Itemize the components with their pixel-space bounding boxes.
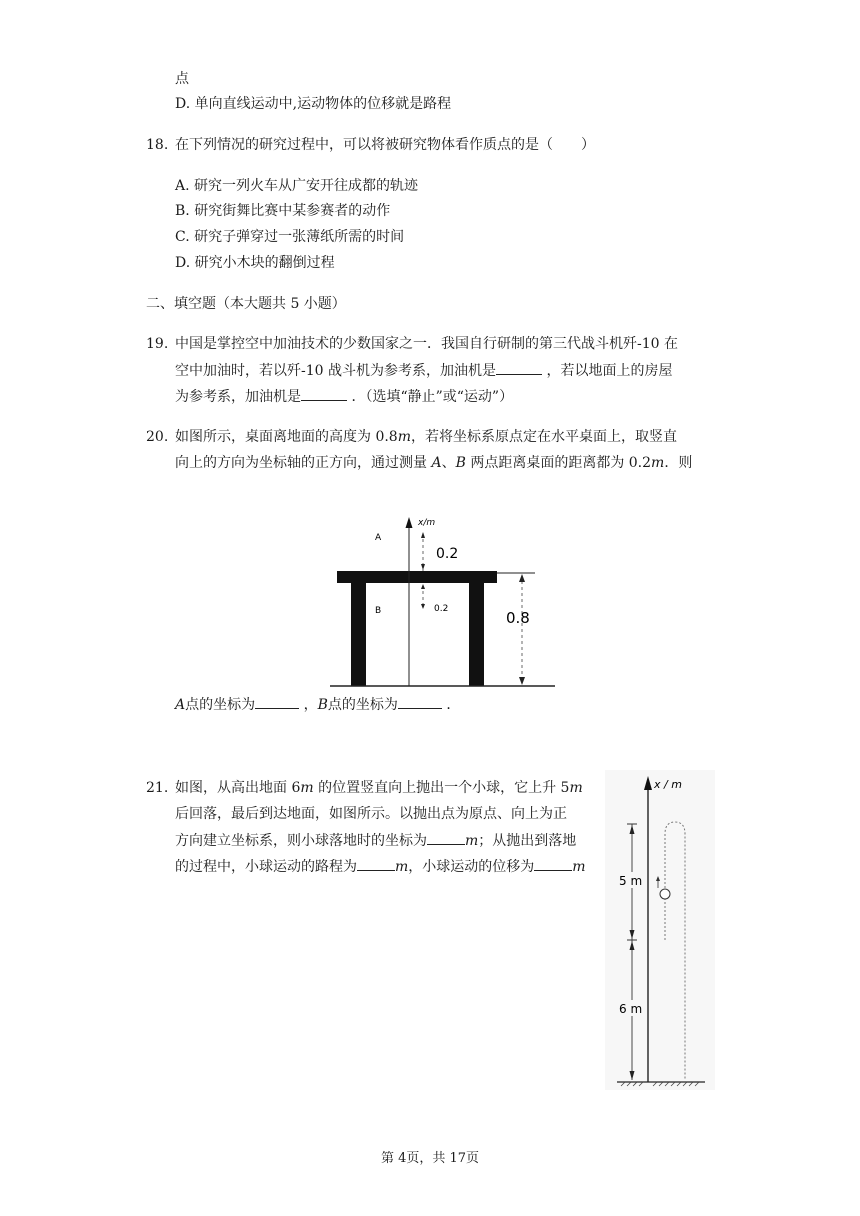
answer-blank[interactable] <box>357 856 395 871</box>
q21-line1-text-b: 的位置竖直向上抛出一个小球，它上升 5 <box>313 780 570 796</box>
arrow-up-icon <box>421 584 425 589</box>
q21-line4-text-b: ，小球运动的位移为 <box>408 859 535 875</box>
q21-line4 <box>175 856 586 877</box>
unit-m: m <box>300 780 314 796</box>
point-b-ref: B <box>317 697 328 713</box>
unit-m: m <box>651 455 665 471</box>
table-leg-right <box>469 583 484 686</box>
figure-background <box>605 770 715 1090</box>
q20-line2 <box>175 453 692 473</box>
arrow-up-icon <box>421 532 425 538</box>
q18-option-d: D. 研究小木块的翻倒过程 <box>175 255 335 271</box>
q19-number: 19. <box>146 336 169 352</box>
point-b-label: B <box>375 606 382 616</box>
page-footer: 第 4页，共 17页 <box>380 1151 480 1166</box>
q18-number: 18. <box>146 137 169 153</box>
q17-option-d: D. 单向直线运动中,运动物体的位移就是路程 <box>175 96 452 112</box>
lower-distance-label: 6 m <box>619 1002 643 1016</box>
arrow-up-icon <box>519 574 525 582</box>
unit-m: m <box>397 429 411 445</box>
axis-label: x/m <box>418 518 436 528</box>
q21-line2: 后回落，最后到达地面，如图所示。以抛出点为原点、向上为正 <box>175 806 567 822</box>
upper-distance-label: 5 m <box>619 874 643 888</box>
q20-line2-text-c: ．则 <box>664 455 693 471</box>
table-diagram <box>330 505 560 695</box>
answer-blank[interactable] <box>534 856 572 871</box>
q18-option-c: C. 研究子弹穿过一张薄纸所需的时间 <box>175 229 405 245</box>
q21-line3-text-b: ；从抛出到落地 <box>478 833 577 849</box>
q20-line1-text: 如图所示，桌面离地面的高度为 0.8 <box>175 429 398 445</box>
q20-line1 <box>175 427 677 447</box>
q21-line1 <box>175 778 583 798</box>
q19-line3-text-b: ．（选填“静止”或“运动”） <box>351 389 514 405</box>
q19-line3-text: 为参考系，加油机是 <box>175 389 301 405</box>
section-heading: 二、填空题（本大题共 5 小题） <box>146 296 346 312</box>
unit-m: m <box>569 780 583 796</box>
q18-option-b: B. 研究街舞比赛中某参赛者的动作 <box>175 203 391 219</box>
q21-line1-text: 如图，从高出地面 6 <box>175 780 301 796</box>
table-leg-left <box>351 583 366 686</box>
q18-stem: 在下列情况的研究过程中，可以将被研究物体看作质点的是（ ） <box>175 137 595 153</box>
q18-option-a: A. 研究一列火车从广安开往成都的轨迹 <box>175 178 419 194</box>
q19-line1: 中国是掌控空中加油技术的少数国家之一．我国自行研制的第三代战斗机歼-10 在 <box>175 336 678 352</box>
unit-m: m <box>465 833 479 849</box>
period: ． <box>446 697 461 713</box>
answer-blank[interactable] <box>301 386 347 401</box>
unit-m: m <box>572 859 586 875</box>
q21-line3 <box>175 830 576 851</box>
q21-line4-text: 的过程中，小球运动的路程为 <box>175 859 357 875</box>
q20-line2-text-b: 两点距离桌面的距离都为 0.2 <box>465 455 652 471</box>
point-a-ref: A <box>175 697 186 713</box>
point-a-ref: A <box>431 455 442 471</box>
q20-line1-text-b: ，若将坐标系原点定在水平桌面上，取竖直 <box>411 429 677 445</box>
q20-number: 20. <box>146 429 169 445</box>
axis-arrow-icon <box>406 517 413 528</box>
table-top <box>337 571 497 583</box>
q19-line2-text: 空中加油时，若以歼-10 战斗机为参考系，加油机是 <box>175 363 496 379</box>
point-b-ref: B <box>455 455 466 471</box>
q20-line2-text: 向上的方向为坐标轴的正方向，通过测量 <box>175 455 432 471</box>
q17-continuation: 点 <box>175 71 189 87</box>
point-a-label: A <box>375 533 382 543</box>
arrow-down-icon <box>421 604 425 609</box>
throw-diagram <box>605 770 715 1090</box>
answer-blank[interactable] <box>255 694 299 709</box>
height-label: 0.8 <box>506 609 530 627</box>
axis-label: x / m <box>654 778 682 791</box>
arrow-down-icon <box>519 677 525 685</box>
top-distance-label: 0.2 <box>436 546 459 562</box>
q20-answer-text-b: 点的坐标为 <box>327 697 398 713</box>
q21-number: 21. <box>146 780 169 796</box>
arrow-down-icon <box>421 564 425 570</box>
q19-line2 <box>175 360 672 381</box>
answer-blank[interactable] <box>427 830 465 845</box>
bottom-distance-label: 0.2 <box>434 604 449 614</box>
q19-line2-text-b: ，若以地面上的房屋 <box>546 363 673 379</box>
ball-icon <box>660 889 670 899</box>
q21-line3-text: 方向建立坐标系，则小球落地时的坐标为 <box>175 833 427 849</box>
separator: ， <box>303 697 318 713</box>
answer-blank[interactable] <box>398 694 442 709</box>
q19-line3 <box>175 386 513 407</box>
separator: 、 <box>441 455 456 471</box>
q20-answer-line <box>175 694 460 715</box>
unit-m: m <box>395 859 409 875</box>
answer-blank[interactable] <box>496 360 542 375</box>
q20-answer-text: 点的坐标为 <box>185 697 256 713</box>
